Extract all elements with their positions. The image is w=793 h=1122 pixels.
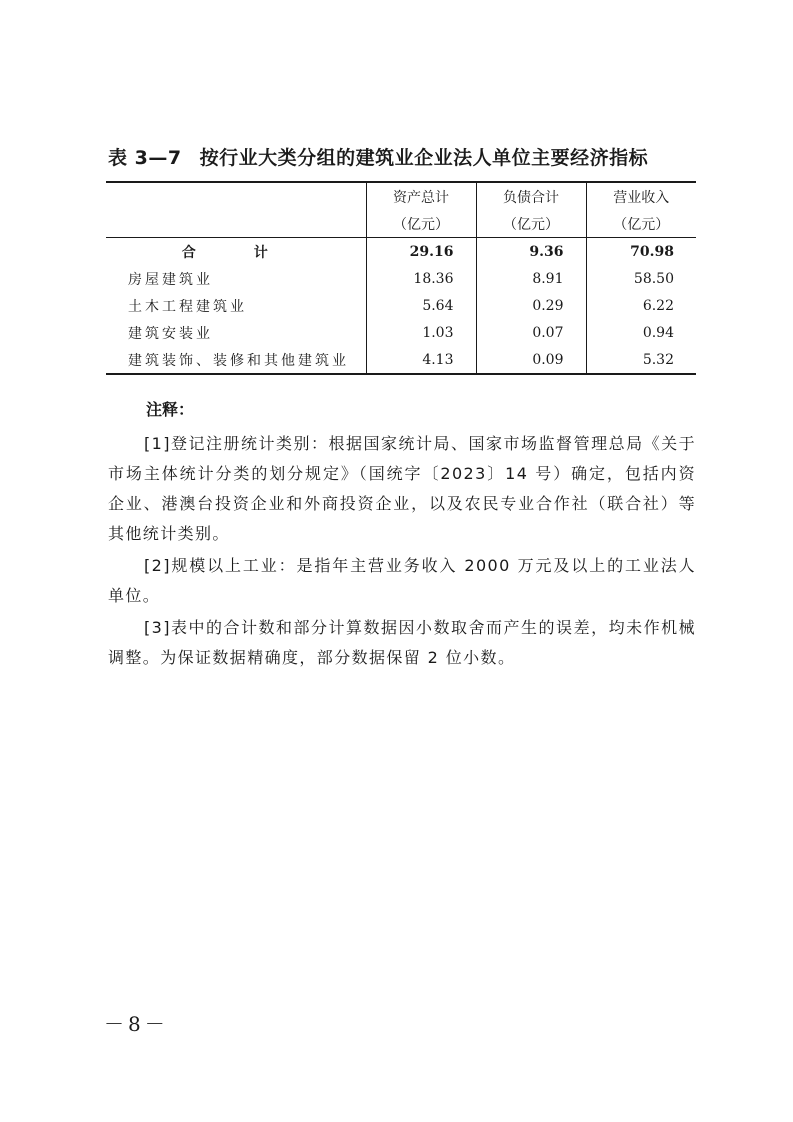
cell-liabilities: 0.07	[476, 319, 586, 346]
header-row-units	[106, 210, 696, 238]
cell-liabilities: 0.29	[476, 292, 586, 319]
header-revenue: 营业收入	[586, 182, 696, 210]
table-row	[106, 346, 696, 374]
note-item: [3]表中的合计数和部分计算数据因小数取舍而产生的误差，均未作机械调整。为保证数据精确度，部分数据保留 2 位小数。	[108, 618, 696, 667]
row-label: 建筑安装业	[128, 325, 213, 342]
header-liabilities-unit: （亿元）	[476, 210, 586, 238]
table-number: 表 3—7	[108, 147, 182, 169]
header-blank	[106, 210, 366, 238]
notes-section	[108, 398, 696, 673]
header-revenue-unit: （亿元）	[586, 210, 696, 238]
indicator-table	[106, 181, 696, 375]
cell-liabilities: 8.91	[476, 265, 586, 292]
header-row-labels	[106, 182, 696, 210]
table-row	[106, 319, 696, 346]
cell-revenue: 58.50	[586, 265, 696, 292]
table-title	[108, 143, 708, 170]
table-row	[106, 265, 696, 292]
cell-revenue: 6.22	[586, 292, 696, 319]
page-number: －8－	[104, 1012, 169, 1036]
row-label: 房屋建筑业	[128, 271, 213, 288]
notes-heading: 注释：	[146, 400, 195, 419]
table-title-text: 按行业大类分组的建筑业企业法人单位主要经济指标	[199, 147, 649, 169]
cell-assets: 5.64	[366, 292, 476, 319]
table-row-total	[106, 238, 696, 266]
table-row	[106, 292, 696, 319]
row-label: 合 计	[181, 244, 290, 261]
header-liabilities: 负债合计	[476, 182, 586, 210]
note-item: [1]登记注册统计类别：根据国家统计局、国家市场监督管理总局《关于市场主体统计分类的划分规定》（国统字〔2023〕14 号）确定，包括内资企业、港澳台投资企业和外商投资企业，以及农民专业合作社（联合社）等其他统计类别。	[108, 434, 696, 543]
cell-revenue: 0.94	[586, 319, 696, 346]
header-blank	[106, 182, 366, 210]
cell-assets: 18.36	[366, 265, 476, 292]
row-label: 土木工程建筑业	[128, 298, 247, 315]
cell-liabilities: 9.36	[476, 238, 586, 266]
header-assets: 资产总计	[366, 182, 476, 210]
header-assets-unit: （亿元）	[366, 210, 476, 238]
cell-assets: 29.16	[366, 238, 476, 266]
cell-assets: 1.03	[366, 319, 476, 346]
cell-liabilities: 0.09	[476, 346, 586, 374]
note-item: [2]规模以上工业：是指年主营业务收入 2000 万元及以上的工业法人单位。	[108, 556, 696, 605]
cell-revenue: 70.98	[586, 238, 696, 266]
row-label: 建筑装饰、装修和其他建筑业	[106, 346, 366, 374]
cell-revenue: 5.32	[586, 346, 696, 374]
cell-assets: 4.13	[366, 346, 476, 374]
